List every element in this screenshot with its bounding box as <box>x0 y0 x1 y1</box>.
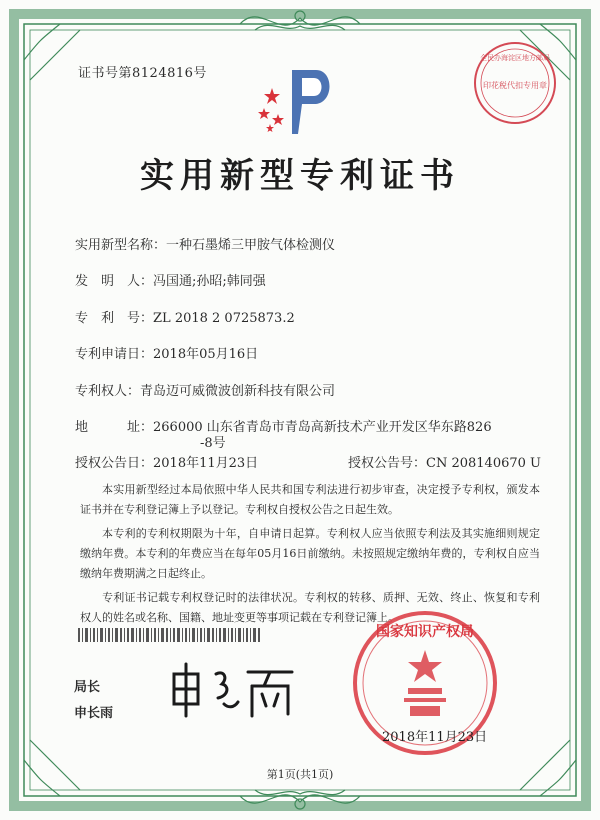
signatory-name: 申长雨 <box>74 706 114 721</box>
field-address-line2: -8号 <box>200 436 226 451</box>
certificate-body <box>80 480 540 628</box>
patent-office-logo <box>258 64 338 140</box>
field-value: 青岛迈可威微波创新科技有限公司 <box>140 384 336 399</box>
field-announcement-number <box>348 452 541 471</box>
field-value: 266000 山东省青岛市青岛高新技术产业开发区华东路826 <box>153 420 492 435</box>
seal-date: 2018年11月23日 <box>382 730 488 745</box>
certificate-number: 证书号第8124816号 <box>78 66 207 81</box>
barcode-strip <box>78 628 278 644</box>
field-label: 授权公告号： <box>348 456 427 471</box>
field-value: 一种石墨烯三甲胺气体检测仪 <box>166 238 336 253</box>
body-paragraph: 本专利的专利权期限为十年，自申请日起算。专利权人应当依照专利法及其实施细则规定缴纳年费。本专利的年费应当在每年05月16日前缴纳。未按照规定缴纳年费的，专利权自应当缴纳年费期满之日起终止。 <box>80 527 540 580</box>
field-label: 专 利 号： <box>75 311 154 326</box>
field-utility-model-name <box>75 234 335 253</box>
field-value: 2018年11月23日 <box>153 456 259 471</box>
tax-stamp <box>470 38 560 128</box>
field-label: 专利申请日： <box>75 347 154 362</box>
seal-text: 国家知识产权局 <box>376 624 474 640</box>
field-label: 发 明 人： <box>75 274 154 289</box>
field-label: 实用新型名称： <box>75 238 167 253</box>
field-patent-number <box>75 307 295 326</box>
field-announcement-date <box>75 452 258 471</box>
field-value: 冯国通;孙昭;韩同强 <box>153 274 266 289</box>
signatory-title: 局长 <box>74 680 101 695</box>
handwritten-signature <box>168 660 298 720</box>
field-value: ZL 2018 2 0725873.2 <box>153 311 295 326</box>
field-filing-date <box>75 343 258 362</box>
page-number: 第1页(共1页) <box>266 768 334 781</box>
certificate-title: 实用新型专利证书 <box>140 156 460 196</box>
body-paragraph: 专利证书记载专利权登记时的法律状况。专利权的转移、质押、无效、终止、恢复和专利权人的姓名或名称、国籍、地址变更等事项记载在专利登记簿上。 <box>80 591 540 624</box>
field-label: 授权公告日： <box>75 456 154 471</box>
field-value: 2018年05月16日 <box>153 347 259 362</box>
tax-stamp-inner-text: 印花税代扣专用章 <box>483 81 547 90</box>
body-paragraph: 本实用新型经过本局依照中华人民共和国专利法进行初步审查，决定授予专利权，颁发本证书并在专利登记簿上予以登记。专利权自授权公告之日起生效。 <box>80 483 540 516</box>
field-patentee <box>75 380 335 399</box>
field-inventor <box>75 270 266 289</box>
field-value: CN 208140670 U <box>426 456 541 471</box>
tax-stamp-ring-text: 全民办海淀区地方邮局 <box>480 54 550 62</box>
field-address <box>75 416 492 435</box>
field-label: 专利权人： <box>75 384 141 399</box>
field-label: 地 址： <box>75 420 154 435</box>
